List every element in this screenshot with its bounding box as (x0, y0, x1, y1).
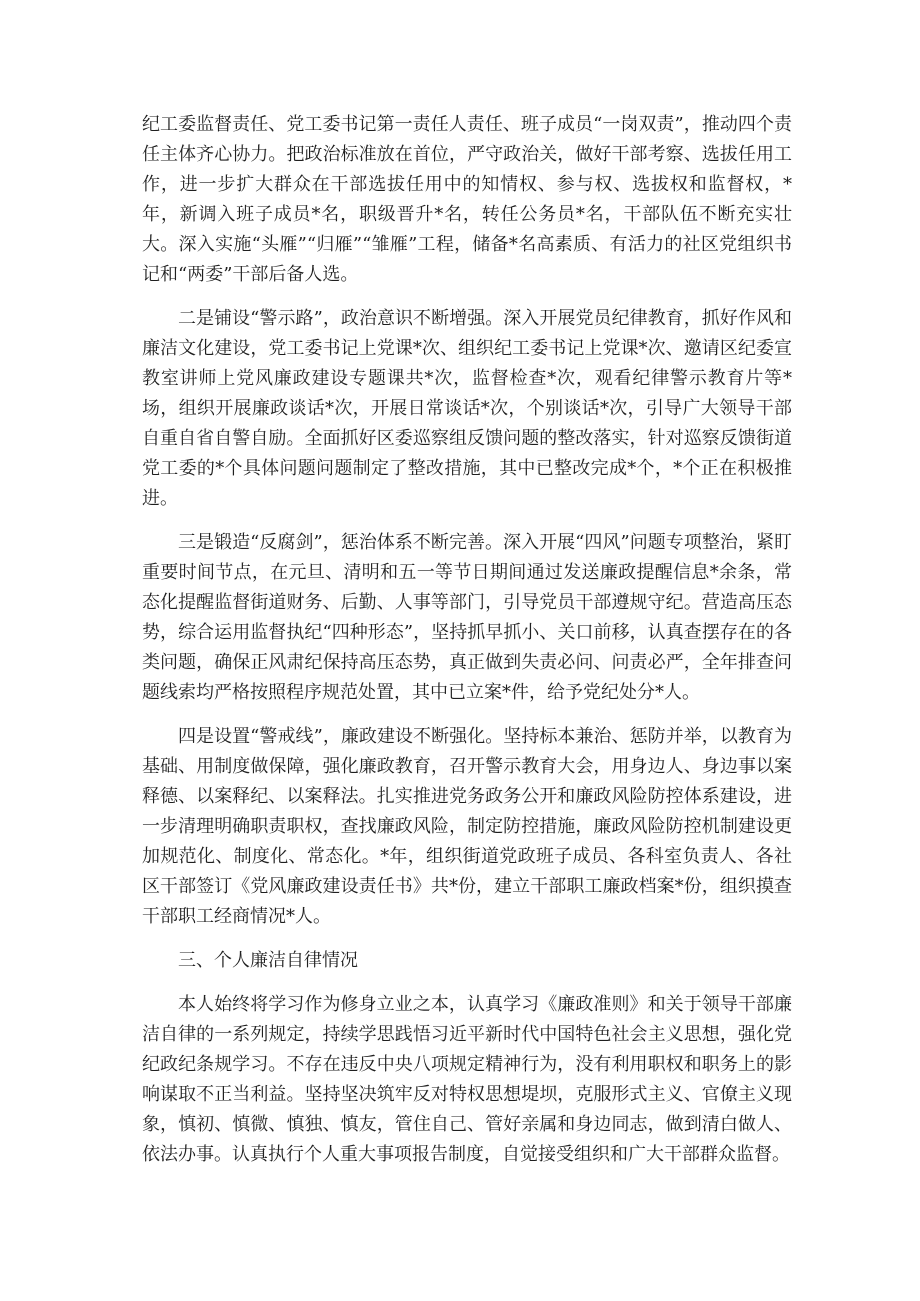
paragraph-personal-integrity: 本人始终将学习作为修身立业之本，认真学习《廉政准则》和关于领导干部廉洁自律的一系列规定，持续学思践悟习近平新时代中国特色社会主义思想，强化党纪政纪条规学习。不存在违反中央八项规定精神行为，没有利用职权和职务上的影响谋取不正当利益。坚持坚决筑牢反对特权思想堤坝，克服形式主义、官僚主义现象，慎初、慎微、慎独、慎友，管住自己、管好亲属和身边同志，做到清白做人、依法办事。认真执行个人重大事项报告制度，自觉接受组织和广大干部群众监督。 (142, 994, 792, 1165)
paragraph-anti-corruption-sword: 三是锻造“反腐剑”，惩治体系不断完善。深入开展“四风”问题专项整治，紧盯重要时间节点，在元旦、清明和五一等节日期间通过发送廉政提醒信息*余条，常态化提醒监督街道财务、后勤、人事等部门，引导党员干部遵规守纪。营造高压态势，综合运用监督执纪“四种形态”，坚持抓早抓小、关口前移，认真查摆存在的各类问题，确保正风肃纪保持高压态势，真正做到失责必问、问责必严，全年排查问题线索均严格按照程序规范处置，其中已立案*件，给予党纪处分*人。 (142, 532, 792, 703)
paragraph-continued: 纪工委监督责任、党工委书记第一责任人责任、班子成员“一岗双责”，推动四个责任主体齐心协力。把政治标准放在首位，严守政治关，做好干部考察、选拔任用工作，进一步扩大群众在干部选拔任用中的知情权、参与权、选拔权和监督权，*年，新调入班子成员*名，职级晋升*名，转任公务员*名，干部队伍不断充实壮大。深入实施“头雁”“归雁”“雏雁”工程，储备*名高素质、有活力的社区党组织书记和“两委”干部后备人选。 (142, 114, 792, 285)
paragraph-warning-line: 四是设置“警戒线”，廉政建设不断强化。坚持标本兼治、惩防并举，以教育为基础、用制度做保障，强化廉政教育，召开警示教育大会，用身边人、身边事以案释德、以案释纪、以案释法。扎实推进党务政务公开和廉政风险防控体系建设，进一步清理明确职责职权，查找廉政风险，制定防控措施，廉政风险防控机制建设更加规范化、制度化、常态化。*年，组织街道党政班子成员、各科室负责人、各社区干部签订《党风廉政建设责任书》共*份，建立干部职工廉政档案*份，组织摸查干部职工经商情况*人。 (142, 726, 792, 927)
paragraph-warning-road: 二是铺设“警示路”，政治意识不断增强。深入开展党员纪律教育，抓好作风和廉洁文化建设，党工委书记上党课*次、组织纪工委书记上党课*次、邀请区纪委宣教室讲师上党风廉政建设专题课共*次，监督检查*次，观看纪律警示教育片等*场，组织开展廉政谈话*次，开展日常谈话*次，个别谈话*次，引导广大领导干部自重自省自警自励。全面抓好区委巡察组反馈问题的整改落实，针对巡察反馈街道党工委的*个具体问题问题制定了整改措施，其中已整改完成*个，*个正在积极推进。 (142, 308, 792, 509)
section-heading-personal-integrity: 三、个人廉洁自律情况 (178, 950, 358, 971)
document-body (142, 110, 792, 1170)
